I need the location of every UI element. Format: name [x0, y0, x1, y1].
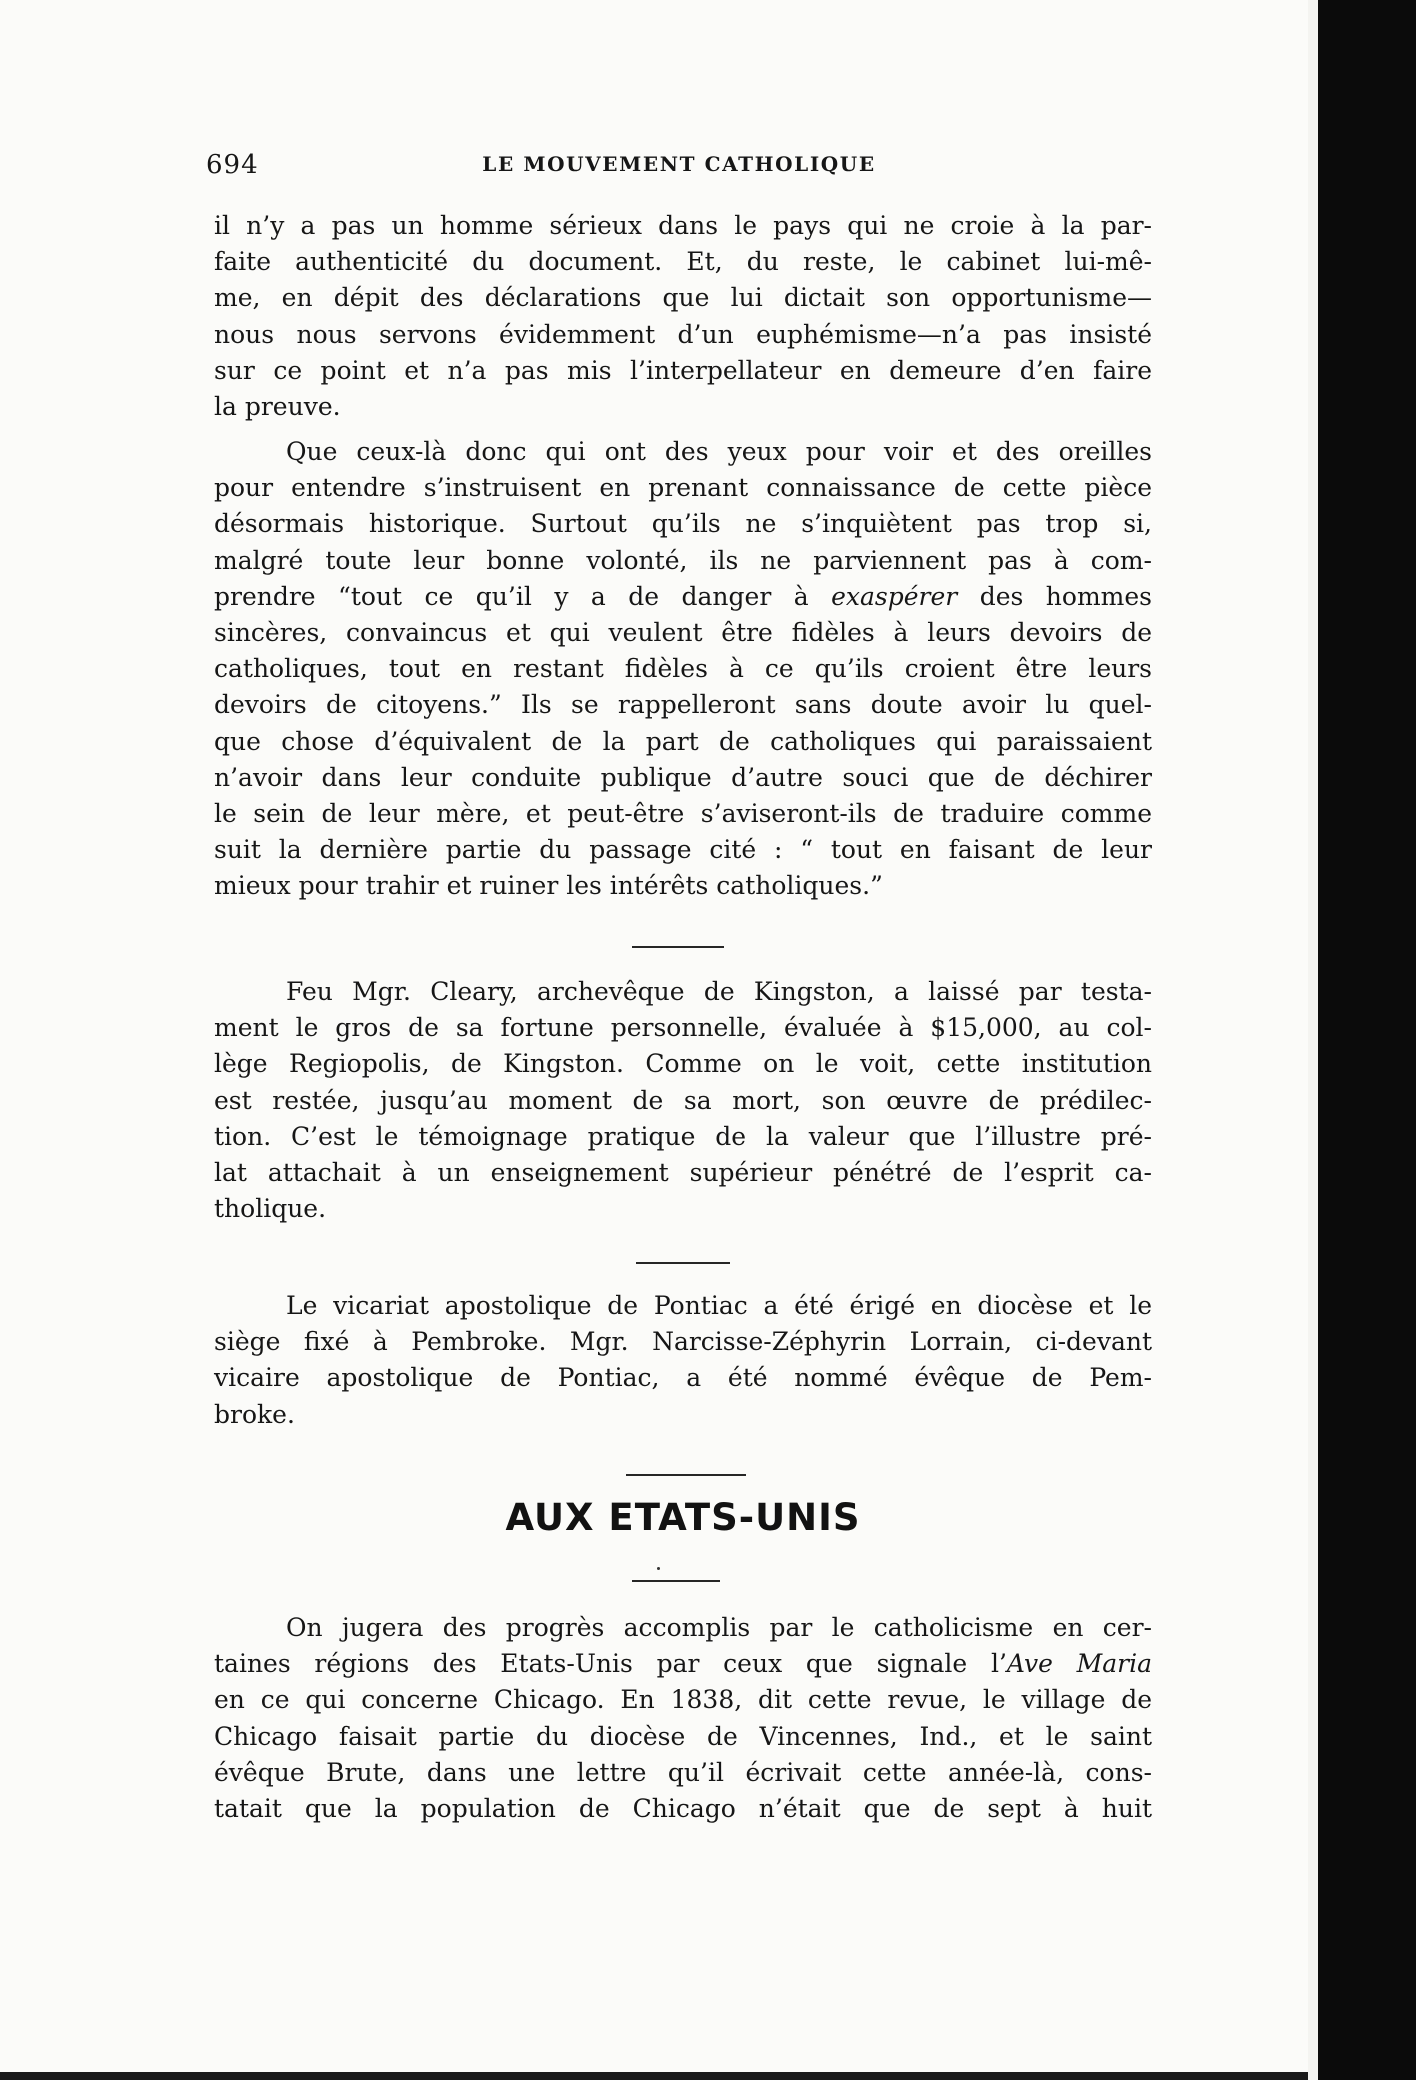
running-title: LE MOUVEMENT CATHOLIQUE — [482, 152, 876, 176]
heading-ornament-rule — [632, 1580, 720, 1582]
page-number: 694 — [206, 150, 259, 180]
italic-word: exaspérer — [831, 581, 958, 611]
text-line: la preuve. — [214, 392, 341, 422]
section-heading: AUX ETATS-UNIS — [505, 1496, 861, 1539]
section-divider — [626, 1474, 746, 1476]
section-divider — [636, 1262, 730, 1264]
text-line: il n’y a pas un homme sérieux dans le pays qui ne croie à la par- — [214, 211, 1152, 240]
text-line: lat attachait à un enseignement supérieur pénétré de l’esprit ca- — [214, 1158, 1152, 1188]
text-line: désormais historique. Surtout qu’ils ne s’inquiètent pas trop si, — [214, 509, 1152, 539]
text-line: tholique. — [214, 1194, 327, 1224]
text-line: me, en dépit des déclarations que lui dictait son opportunisme— — [214, 283, 1152, 313]
text-line: pour entendre s’instruisent en prenant connaissance de cette pièce — [214, 473, 1152, 503]
text-line: On jugera des progrès accomplis par le catholicisme en cer- — [286, 1613, 1152, 1642]
text-span: prendre “tout ce qu’il y a de danger à — [214, 581, 832, 611]
text-line — [214, 1646, 1152, 1682]
text-line: malgré toute leur bonne volonté, ils ne parviennent pas à com- — [214, 545, 1152, 575]
text-span: taines régions des Etats-Unis par ceux que signale l’ — [214, 1649, 1007, 1679]
text-line: sur ce point et n’a pas mis l’interpellateur en demeure d’en faire — [214, 355, 1152, 385]
text-line: siège fixé à Pembroke. Mgr. Narcisse-Zéphyrin Lorrain, ci-devant — [214, 1327, 1152, 1357]
paragraph-2 — [214, 434, 1152, 905]
text-line: Que ceux-là donc qui ont des yeux pour voir et des oreilles — [286, 437, 1152, 466]
text-line: est restée, jusqu’au moment de sa mort, son œuvre de prédilec- — [214, 1085, 1152, 1115]
page-header — [206, 150, 1152, 184]
text-line: vicaire apostolique de Pontiac, a été nommé évêque de Pem- — [214, 1363, 1152, 1393]
italic-title: Ave Maria — [1006, 1649, 1152, 1679]
text-line: Feu Mgr. Cleary, archevêque de Kingston, a laissé par testa- — [286, 977, 1152, 1006]
section-divider — [632, 946, 724, 948]
text-line: broke. — [214, 1399, 295, 1429]
text-line: Chicago faisait partie du diocèse de Vincennes, Ind., et le saint — [214, 1721, 1152, 1751]
ornament-dot — [657, 1567, 660, 1570]
text-line: ment le gros de sa fortune personnelle, évaluée à $15,000, au col- — [214, 1013, 1152, 1043]
text-line: catholiques, tout en restant fidèles à ce qu’ils croient être leurs — [214, 654, 1152, 684]
text-line: que chose d’équivalent de la part de catholiques qui paraissaient — [214, 726, 1152, 756]
page-edge — [1308, 0, 1318, 2080]
text-line: tatait que la population de Chicago n’était que de sept à huit — [214, 1794, 1152, 1824]
text-line: évêque Brute, dans une lettre qu’il écrivait cette année-là, cons- — [214, 1757, 1152, 1787]
text-line: Le vicariat apostolique de Pontiac a été érigé en diocèse et le — [286, 1291, 1152, 1320]
text-line: devoirs de citoyens.” Ils se rappelleront sans doute avoir lu quel- — [214, 690, 1152, 720]
text-line: en ce qui concerne Chicago. En 1838, dit cette revue, le village de — [214, 1685, 1152, 1715]
paragraph-5 — [214, 1610, 1152, 1827]
text-line: suit la dernière partie du passage cité : “ tout en faisant de leur — [214, 835, 1152, 865]
text-line: n’avoir dans leur conduite publique d’autre souci que de déchirer — [214, 762, 1152, 792]
text-line — [214, 579, 1152, 615]
text-span: des hommes — [957, 581, 1152, 611]
text-line: tion. C’est le témoignage pratique de la valeur que l’illustre pré- — [214, 1121, 1152, 1151]
scan-border — [0, 2072, 1308, 2080]
text-line: mieux pour trahir et ruiner les intérêts catholiques.” — [214, 871, 883, 901]
text-line: nous nous servons évidemment d’un euphémisme—n’a pas insisté — [214, 319, 1152, 349]
text-line: faite authenticité du document. Et, du reste, le cabinet lui-mê- — [214, 247, 1152, 277]
text-line: sincères, convaincus et qui veulent être fidèles à leurs devoirs de — [214, 618, 1152, 648]
paragraph-4 — [214, 1288, 1152, 1433]
paragraph-3 — [214, 974, 1152, 1227]
paragraph-1 — [214, 208, 1152, 425]
text-line: le sein de leur mère, et peut-être s’aviseront-ils de traduire comme — [214, 799, 1152, 829]
text-line: lège Regiopolis, de Kingston. Comme on le voit, cette institution — [214, 1049, 1152, 1079]
